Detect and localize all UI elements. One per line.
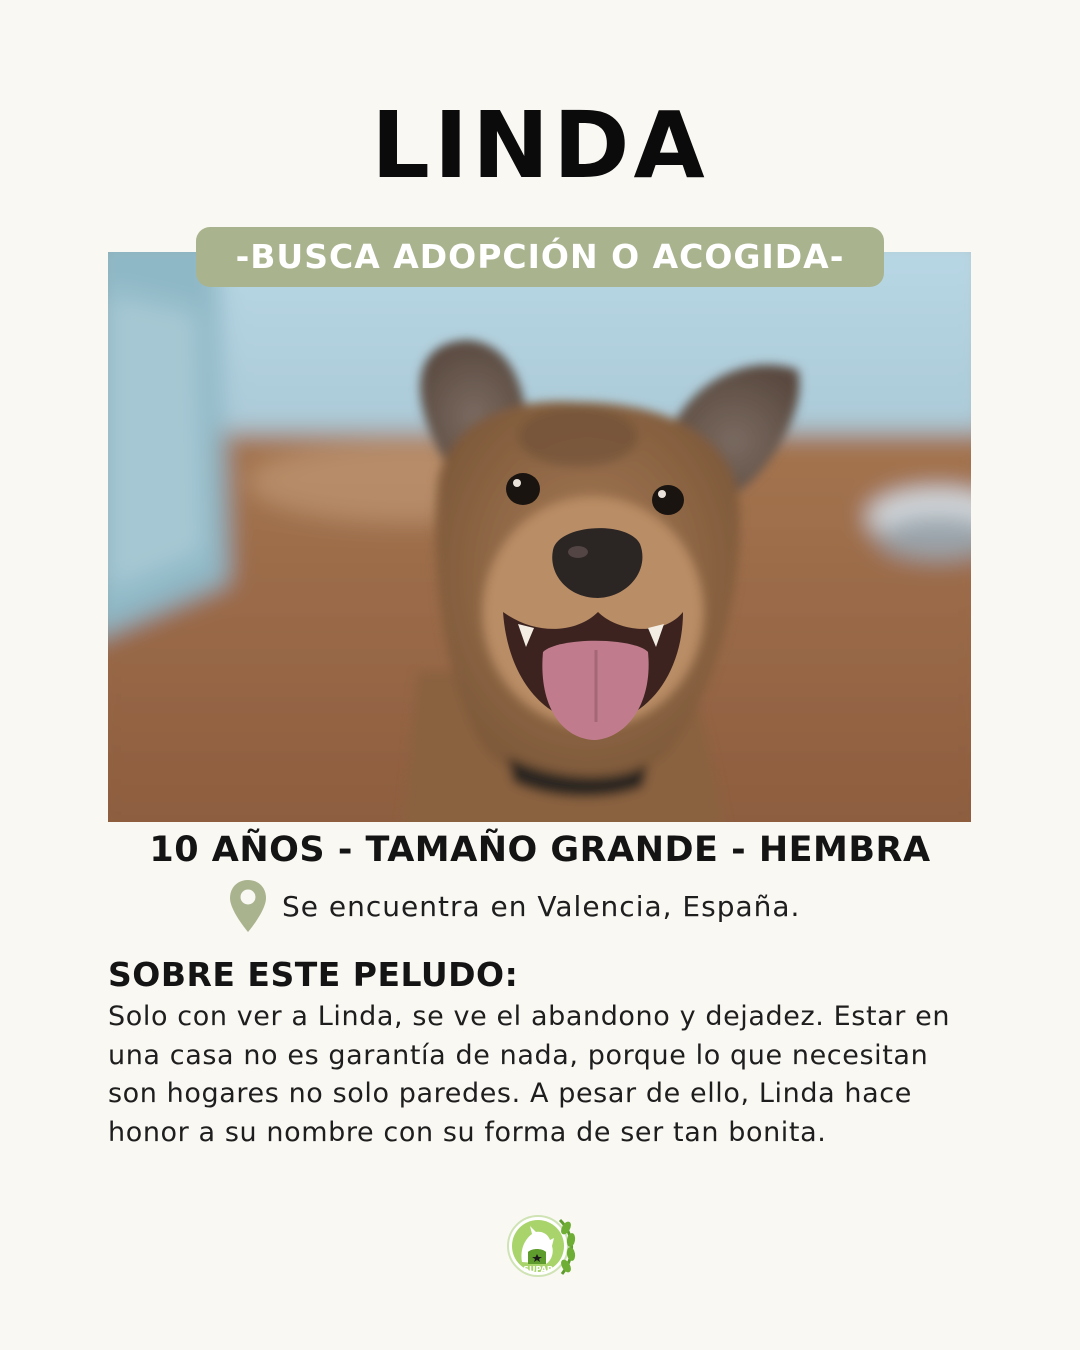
supap-logo xyxy=(498,1204,582,1288)
page-title: LINDA xyxy=(371,92,709,199)
logo-text: SUPAP xyxy=(523,1265,553,1274)
map-pin-icon xyxy=(228,878,268,934)
location-text: Se encuentra en Valencia, España. xyxy=(282,889,801,923)
location-row xyxy=(228,876,800,936)
dog-details: 10 AÑOS - TAMAÑO GRANDE - HEMBRA xyxy=(149,830,931,870)
about-description: Solo con ver a Linda, se ve el abandono y dejadez. Estar en una casa no es garantía de nada, porque lo que necesitan son hogares no solo paredes. A pesar de ello, Linda hace honor a su nombre con su forma de ser tan bonita. xyxy=(108,1001,951,1148)
about-heading: SOBRE ESTE PELUDO: xyxy=(108,955,519,994)
dog-photo xyxy=(108,252,971,822)
adoption-status-badge: -BUSCA ADOPCIÓN O ACOGIDA- xyxy=(196,227,884,287)
